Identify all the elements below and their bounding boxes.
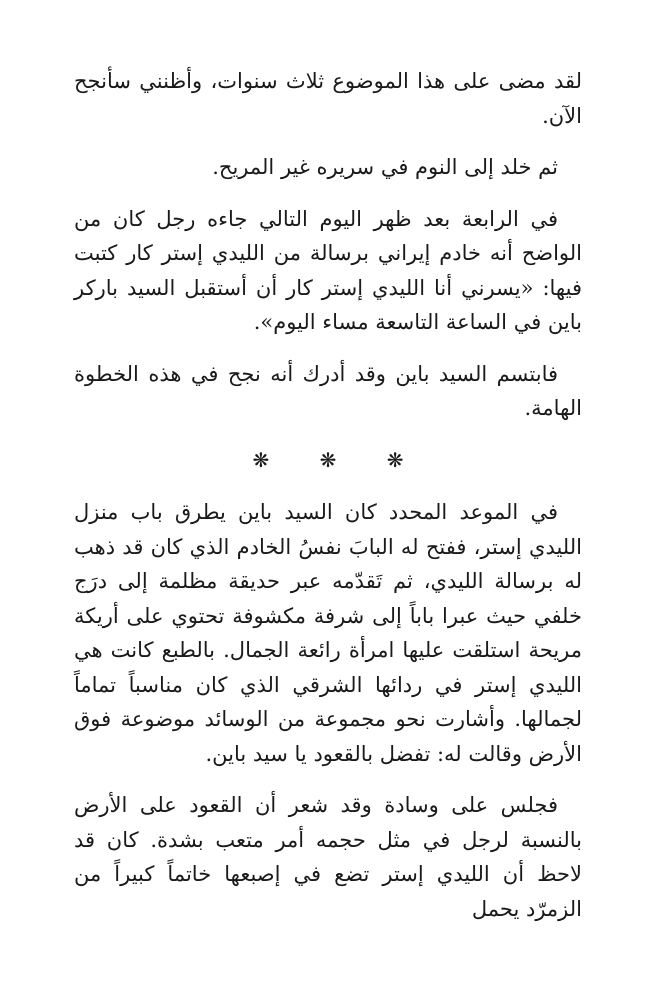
paragraph-3: في الرابعة بعد ظهر اليوم التالي جاءه رجل كان من الواضح أنه خادم إيراني برسالة من الليدي إستر كار كتبت فيها: «يسرني أنا الليدي إستر كار أن أستقبل السيد باركر باين في الساعة التاسعة مساء اليوم». [74, 206, 582, 334]
paragraph-4: فابتسم السيد باين وقد أدرك أنه نجح في هذه الخطوة الهامة. [74, 361, 582, 420]
section-separator: ❋ ❋ ❋ [252, 447, 426, 472]
paragraph-1: لقد مضى على هذا الموضوع ثلاث سنوات، وأظنني سأنجح الآن. [74, 69, 582, 128]
paragraph-2: ثم خلد إلى النوم في سريره غير المريح. [212, 155, 558, 179]
page-body [74, 64, 582, 943]
paragraph-6: فجلس على وسادة وقد شعر أن القعود على الأرض بالنسبة لرجل في مثل حجمه أمر متعب بشدة. كان قد لاحظ أن الليدي إستر تضع في إصبعها خاتماً كبيراً من الزمرّد يحمل [74, 793, 582, 921]
paragraph-5: في الموعد المحدد كان السيد باين يطرق باب منزل الليدي إستر، ففتح له البابَ نفسُ الخادم الذي كان قد ذهب له برسالة الليدي، ثم تَقدّمه عبر حديقة مظلمة إلى درَج خلفي حيث عبرا باباً إلى شرفة مكشوفة تحتوي على أريكة مريحة استلقت عليها امرأة رائعة الجمال. بالطبع كانت هي الليدي إستر في ردائها الشرقي الذي كان مناسباً تماماً لجمالها. وأشارت نحو مجموعة من الوسائد موضوعة فوق الأرض وقالت له: تفضل بالقعود يا سيد باين. [74, 500, 582, 766]
